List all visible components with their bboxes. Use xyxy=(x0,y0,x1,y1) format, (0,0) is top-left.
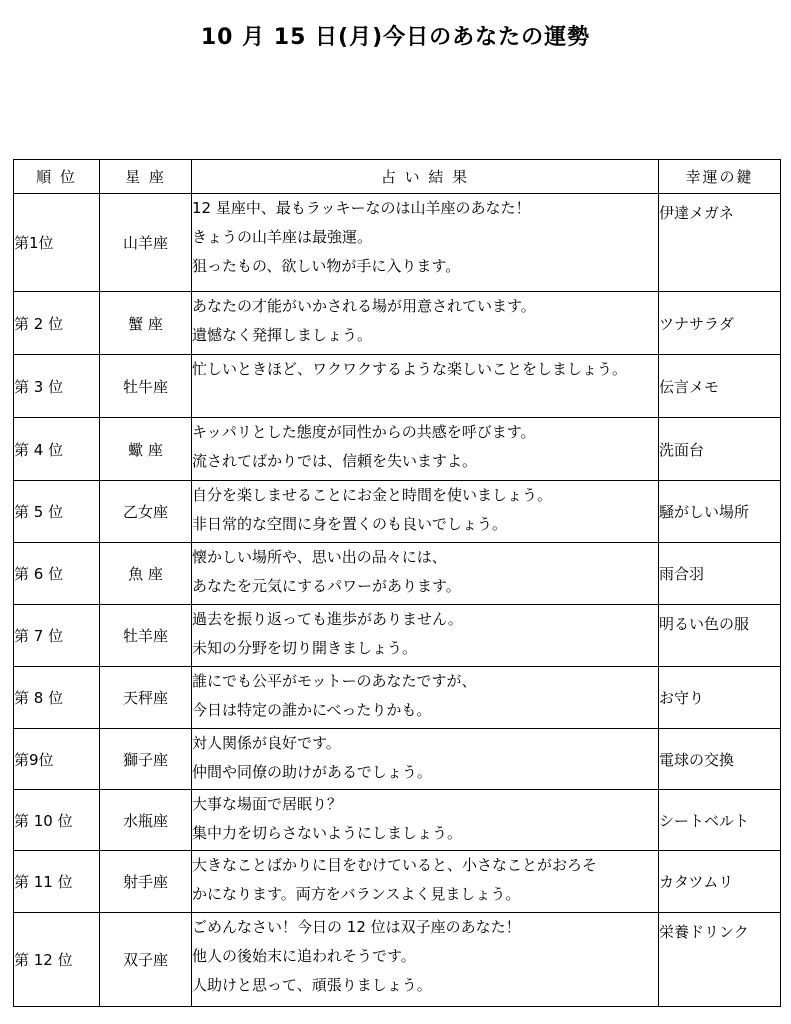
fortune-result-line: 誰にでも公平がモットーのあなたですが、 xyxy=(192,672,477,690)
fortune-result-line: 仲間や同僚の助けがあるでしょう。 xyxy=(192,763,432,781)
fortune-result-cell xyxy=(192,194,659,292)
fortune-result-line: 過去を振り返っても進歩がありません。 xyxy=(192,610,463,628)
table-header-row xyxy=(14,160,781,194)
rank-cell: 第 12 位 xyxy=(14,913,100,1007)
zodiac-sign-cell: 乙女座 xyxy=(100,481,192,543)
fortune-result-cell xyxy=(192,913,659,1007)
rank-cell: 第 11 位 xyxy=(14,851,100,913)
fortune-result-cell xyxy=(192,543,659,605)
zodiac-sign-cell: 牡羊座 xyxy=(100,605,192,667)
fortune-result-line: 忙しいときほど、ワクワクするような楽しいことをしましょう。 xyxy=(192,360,628,378)
zodiac-sign-cell: 双子座 xyxy=(100,913,192,1007)
zodiac-sign-cell: 牡牛座 xyxy=(100,355,192,418)
table-row xyxy=(14,355,781,418)
table-row xyxy=(14,481,781,543)
fortune-result-line: 流されてばかりでは、信頼を失いますよ。 xyxy=(192,452,478,470)
fortune-result-line: 他人の後始末に追われそうです。 xyxy=(192,947,416,965)
zodiac-sign-cell: 天秤座 xyxy=(100,667,192,729)
fortune-result-cell xyxy=(192,605,659,667)
fortune-result-cell xyxy=(192,790,659,851)
table-row xyxy=(14,790,781,851)
fortune-result-cell xyxy=(192,729,659,790)
page-title: 10 月 15 日(月)今日のあなたの運勢 xyxy=(200,25,591,50)
zodiac-sign-cell: 水瓶座 xyxy=(100,790,192,851)
lucky-key-cell: シートベルト xyxy=(659,790,781,851)
fortune-result-cell xyxy=(192,667,659,729)
zodiac-sign-cell: 獅子座 xyxy=(100,729,192,790)
rank-cell: 第 8 位 xyxy=(14,667,100,729)
fortune-result-line: 懐かしい場所や、思い出の品々には、 xyxy=(192,548,447,566)
fortune-result-cell xyxy=(192,418,659,481)
rank-cell: 第 5 位 xyxy=(14,481,100,543)
lucky-key-cell: ツナサラダ xyxy=(659,292,781,355)
rank-cell: 第 2 位 xyxy=(14,292,100,355)
lucky-key-cell: 明るい色の服 xyxy=(659,605,781,667)
zodiac-sign-cell: 魚 座 xyxy=(100,543,192,605)
fortune-result-line: 自分を楽しませることにお金と時間を使いましょう。 xyxy=(192,486,553,504)
lucky-key-cell: 電球の交換 xyxy=(659,729,781,790)
fortune-result-cell xyxy=(192,851,659,913)
fortune-result-line: あなたを元気にするパワーがあります。 xyxy=(192,577,461,595)
fortune-result-cell xyxy=(192,355,659,418)
fortune-result-line: 集中力を切らさないようにしましょう。 xyxy=(192,824,463,842)
fortune-result-line: ごめんなさい！今日の 12 位は双子座のあなた！ xyxy=(192,918,521,936)
fortune-result-cell xyxy=(192,481,659,543)
fortune-result-line: 12 星座中、最もラッキーなのは山羊座のあなた！ xyxy=(192,199,531,217)
fortune-result-line: かになります。両方をバランスよく見ましょう。 xyxy=(192,885,521,903)
fortune-result-line: 大きなことばかりに目をむけていると、小さなことがおろそ xyxy=(192,856,598,874)
zodiac-sign-cell: 射手座 xyxy=(100,851,192,913)
lucky-key-cell: 伊達メガネ xyxy=(659,194,781,292)
table-row xyxy=(14,292,781,355)
fortune-result-line: 対人関係が良好です。 xyxy=(192,734,341,752)
rank-cell: 第 4 位 xyxy=(14,418,100,481)
fortune-result-line: 未知の分野を切り開きましょう。 xyxy=(192,639,418,657)
fortune-result-line: 大事な場面で居眠り？ xyxy=(192,795,343,813)
rank-cell: 第 3 位 xyxy=(14,355,100,418)
fortune-result-cell xyxy=(192,292,659,355)
zodiac-sign-cell: 蠍 座 xyxy=(100,418,192,481)
lucky-key-cell: 雨合羽 xyxy=(659,543,781,605)
header-lucky-key: 幸運の鍵 xyxy=(659,160,781,194)
header-result: 占 い 結 果 xyxy=(192,160,659,194)
lucky-key-cell: 騒がしい場所 xyxy=(659,481,781,543)
lucky-key-cell: 栄養ドリンク xyxy=(659,913,781,1007)
fortune-table-body xyxy=(14,194,781,1007)
rank-cell: 第9位 xyxy=(14,729,100,790)
table-row xyxy=(14,418,781,481)
rank-cell: 第 10 位 xyxy=(14,790,100,851)
rank-cell: 第 6 位 xyxy=(14,543,100,605)
table-row xyxy=(14,729,781,790)
table-row xyxy=(14,543,781,605)
fortune-result-line: あなたの才能がいかされる場が用意されています。 xyxy=(192,297,536,315)
fortune-result-line: 非日常的な空間に身を置くのも良いでしょう。 xyxy=(192,515,508,533)
header-sign: 星 座 xyxy=(100,160,192,194)
table-row xyxy=(14,913,781,1007)
lucky-key-cell: 伝言メモ xyxy=(659,355,781,418)
fortune-result-line: 今日は特定の誰かにべったりかも。 xyxy=(192,701,432,719)
fortune-result-line: 人助けと思って、頑張りましょう。 xyxy=(192,976,432,994)
rank-cell: 第 7 位 xyxy=(14,605,100,667)
fortune-result-line: 遺憾なく発揮しましょう。 xyxy=(192,326,373,344)
lucky-key-cell: カタツムリ xyxy=(659,851,781,913)
table-row xyxy=(14,851,781,913)
table-row xyxy=(14,605,781,667)
fortune-result-line: キッパリとした態度が同性からの共感を呼びます。 xyxy=(192,423,536,441)
rank-cell: 第1位 xyxy=(14,194,100,292)
header-rank: 順 位 xyxy=(14,160,100,194)
zodiac-sign-cell: 蟹 座 xyxy=(100,292,192,355)
zodiac-sign-cell: 山羊座 xyxy=(100,194,192,292)
table-row xyxy=(14,194,781,292)
fortune-table xyxy=(13,159,781,1007)
lucky-key-cell: お守り xyxy=(659,667,781,729)
table-row xyxy=(14,667,781,729)
fortune-result-line: きょうの山羊座は最強運。 xyxy=(192,228,373,246)
lucky-key-cell: 洗面台 xyxy=(659,418,781,481)
fortune-result-line: 狙ったもの、欲しい物が手に入ります。 xyxy=(192,257,461,275)
